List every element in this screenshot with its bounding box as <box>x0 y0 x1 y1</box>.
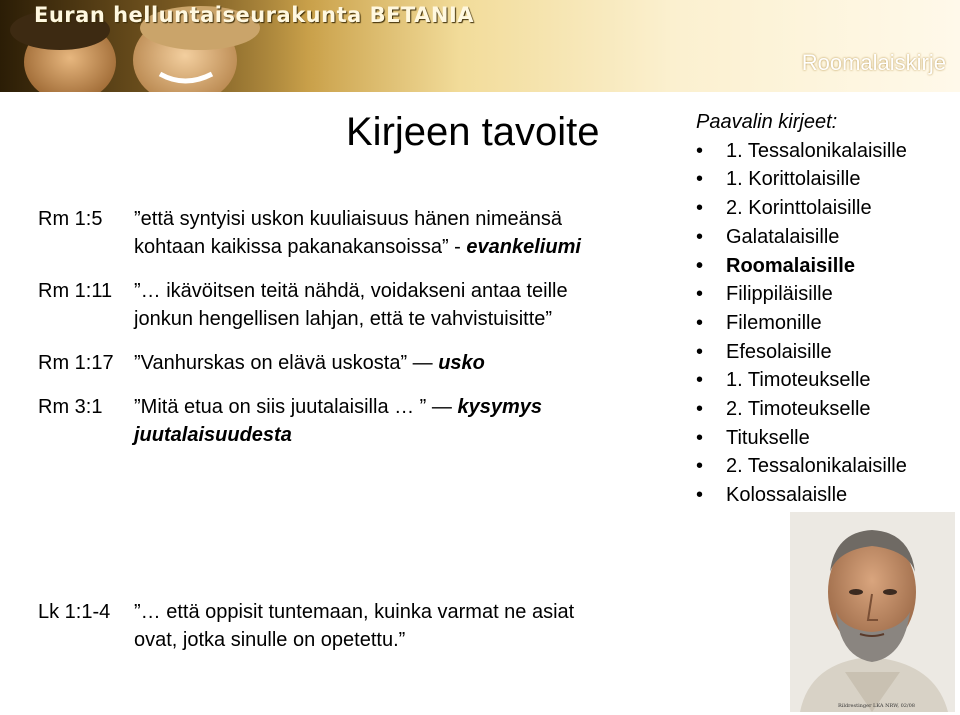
verse-list <box>38 205 598 465</box>
verse-reference: Lk 1:1-4 <box>38 601 111 623</box>
letter-item: • 1. Tessalonikalaisille <box>696 137 956 166</box>
verse-entry <box>38 205 598 261</box>
portrait-image <box>790 512 955 712</box>
letters-panel <box>696 108 956 510</box>
verse-entry <box>38 393 598 449</box>
letter-item: • Efesolaisille <box>696 338 956 367</box>
verse-text: ”… että oppisit tuntemaan, kuinka varmat ne asiat ovat, jotka sinulle on opetettu.” <box>134 601 575 651</box>
letter-item: • 1. Korittolaisille <box>696 165 956 194</box>
verse-quote: ”Vanhurskas on elävä uskosta” — <box>134 352 439 374</box>
letter-item: • 2. Korinttolaisille <box>696 194 956 223</box>
paul-portrait <box>790 512 955 712</box>
bottom-verse <box>38 598 598 654</box>
verse-emphasis: usko <box>438 352 485 374</box>
verse-quote: ”että syntyisi uskon kuuliaisuus hänen nimeänsä kohtaan kaikissa pakanakansoissa” - <box>134 208 563 258</box>
verse-reference: Rm 3:1 <box>38 396 103 418</box>
verse-text <box>134 393 598 449</box>
letter-item: • Roomalaisille <box>696 252 956 281</box>
verse-entry <box>38 277 598 333</box>
letters-list <box>696 137 956 510</box>
header-banner <box>0 0 960 92</box>
slide-title: Kirjeen tavoite <box>346 110 600 154</box>
letter-item: • Filippiläisille <box>696 280 956 309</box>
letter-item: • Galatalaisille <box>696 223 956 252</box>
letter-item: • Kolossalaislle <box>696 481 956 510</box>
verse-reference: Rm 1:17 <box>38 352 114 374</box>
verse-text <box>134 205 598 261</box>
verse-text <box>134 349 598 377</box>
presentation-subtitle: Roomalaiskirje <box>801 50 946 75</box>
portrait-caption: Rildrestinger LKA NRW, 02/08 <box>838 703 915 709</box>
letters-heading: Paavalin kirjeet: <box>696 111 838 133</box>
letter-item: • Filemonille <box>696 309 956 338</box>
letter-item: • 2. Tessalonikalaisille <box>696 452 956 481</box>
verse-quote: ”Mitä etua on siis juutalaisilla … ” — <box>134 396 458 418</box>
verse-reference: Rm 1:11 <box>38 280 113 302</box>
letter-item: • Titukselle <box>696 424 956 453</box>
verse-entry <box>38 349 598 377</box>
letter-item: • 2. Timoteukselle <box>696 395 956 424</box>
verse-quote: ”… ikävöitsen teitä nähdä, voidakseni antaa teille jonkun hengellisen lahjan, että te vahvistuisitte” <box>134 280 568 330</box>
verse-text <box>134 277 598 333</box>
verse-emphasis: evankeliumi <box>466 236 581 258</box>
organization-name: Euran helluntaiseurakunta BETANIA <box>34 3 475 27</box>
verse-reference: Rm 1:5 <box>38 208 103 230</box>
verse-emphasis: kysymys juutalaisuudesta <box>134 396 542 446</box>
letter-item: • 1. Timoteukselle <box>696 366 956 395</box>
